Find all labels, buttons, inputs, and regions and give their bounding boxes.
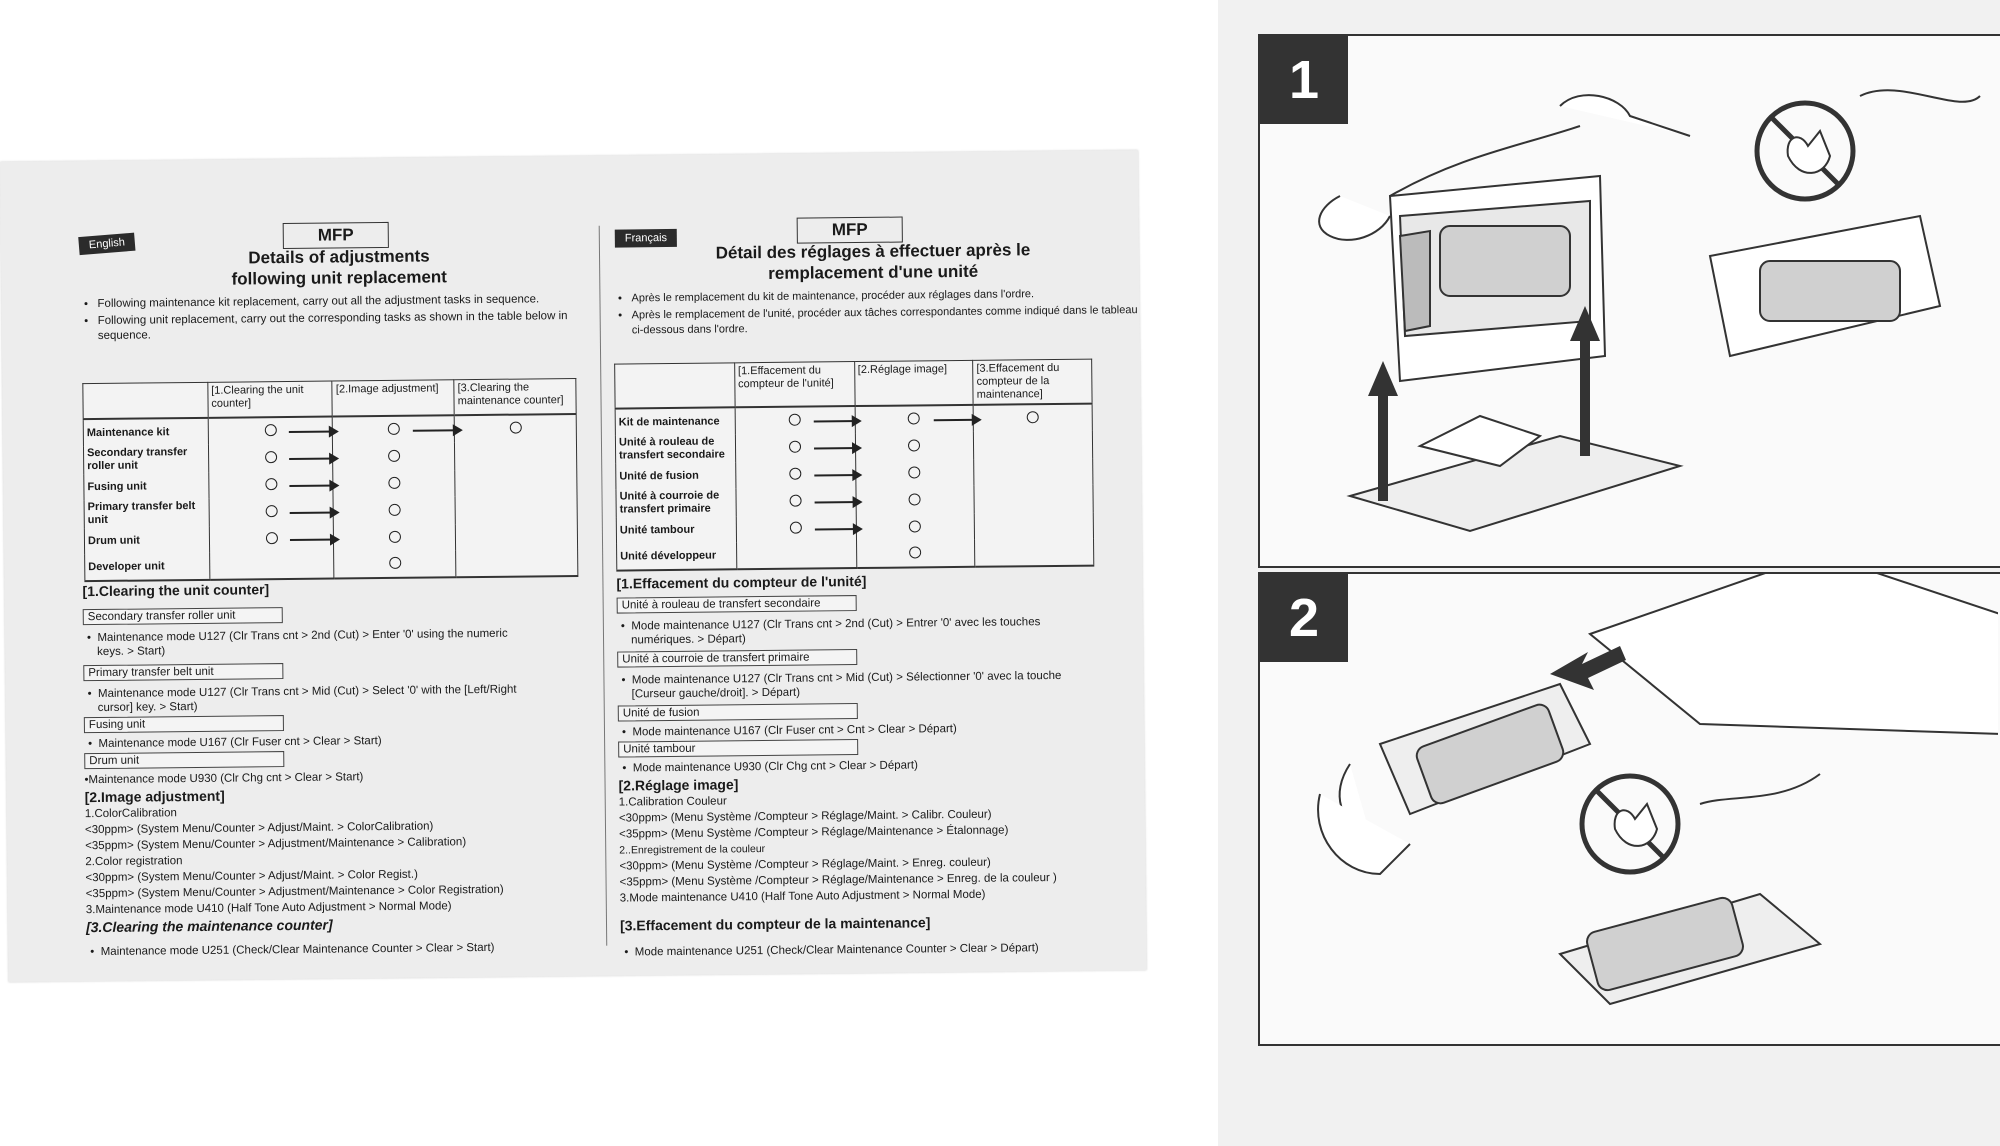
title-line-2: following unit replacement xyxy=(231,267,447,289)
check-circle-icon xyxy=(265,505,277,517)
image-adjust-line: 3.Maintenance mode U410 (Half Tone Auto Adjustment > Normal Mode) xyxy=(85,900,452,917)
step-1-illustration xyxy=(1260,36,1998,562)
check-circle-icon xyxy=(789,441,801,453)
arrow-right-icon xyxy=(815,528,861,530)
arrow-right-icon xyxy=(814,501,860,503)
step-text: Maintenance mode U127 (Clr Trans cnt > Mid (Cut) > Select '0' with the [Left/Right xyxy=(97,683,517,701)
image-adjust-line: <35ppm> (Menu Système /Compteur > Réglage/Maintenance > Étalonnage) xyxy=(619,824,1009,841)
adjustment-table xyxy=(614,359,1094,572)
image-adjust-line: 2.Color registration xyxy=(85,855,183,869)
unit-box: Drum unit xyxy=(84,751,284,769)
image-adjust-line: <35ppm> (System Menu/Counter > Adjustment/Maintenance > Color Registration) xyxy=(85,883,504,901)
check-circle-icon xyxy=(388,504,400,516)
arrow-right-icon xyxy=(289,511,337,514)
mfp-label: MFP xyxy=(283,222,389,249)
section-heading-2: [2.Image adjustment] xyxy=(84,787,225,806)
check-circle-icon xyxy=(909,546,921,558)
row-label: Drum unit xyxy=(84,527,209,554)
check-circle-icon xyxy=(790,495,802,507)
step-text: Mode maintenance U930 (Clr Chg cnt > Clear > Départ) xyxy=(632,759,918,775)
table-header: [3.Clearing the maintenance counter] xyxy=(454,378,576,415)
row-label: Maintenance kit xyxy=(83,418,208,446)
image-adjust-line: 2..Enregistrement de la couleur xyxy=(619,843,766,857)
table-header: [1.Effacement du compteur de l'unité] xyxy=(734,362,854,408)
step-2-panel xyxy=(1258,572,2000,1046)
arrow-right-icon xyxy=(814,420,860,422)
image-adjust-line: 1.Calibration Couleur xyxy=(618,795,727,809)
french-column xyxy=(612,150,1138,959)
illustration-sheet xyxy=(1218,0,2000,1146)
step-text: Mode maintenance U127 (Clr Trans cnt > Mid (Cut) > Sélectionner '0' avec la touche xyxy=(631,669,1062,687)
row-label: Unité de fusion xyxy=(616,462,736,489)
image-adjust-line: <30ppm> (Menu Système /Compteur > Réglage/Maint. > Enreg. couleur) xyxy=(619,856,991,873)
table-header: [1.Clearing the unit counter] xyxy=(208,381,333,418)
image-adjust-line: <35ppm> (System Menu/Counter > Adjustment/Maintenance > Calibration) xyxy=(85,836,467,853)
check-circle-icon xyxy=(388,450,400,462)
page-title xyxy=(613,238,1133,285)
step-line: keys. > Start) xyxy=(97,645,166,659)
check-circle-icon xyxy=(389,557,401,569)
check-circle-icon xyxy=(1027,411,1039,423)
check-circle-icon xyxy=(265,478,277,490)
step-number: 2 xyxy=(1260,574,1348,662)
step-text: Mode maintenance U167 (Clr Fuser cnt > Cnt > Clear > Départ) xyxy=(632,723,957,739)
row-label: Unité à rouleau de transfert secondaire xyxy=(615,434,735,463)
row-label: Unité développeur xyxy=(617,542,737,570)
step-line: • Mode maintenance U127 (Clr Trans cnt > 2nd (Cut) > Entrer '0' avec les touches xyxy=(620,616,1041,633)
check-circle-icon xyxy=(909,466,921,478)
section-heading-1: [1.Clearing the unit counter] xyxy=(82,581,270,600)
row-label: Unité tambour xyxy=(616,516,736,543)
arrow-right-icon xyxy=(814,474,860,476)
table-corner-cell xyxy=(615,363,735,409)
check-circle-icon xyxy=(908,412,920,424)
table-row xyxy=(617,539,1094,571)
title-line-1: Détail des réglages à effectuer après le xyxy=(715,240,1031,263)
language-badge: Français xyxy=(615,229,677,248)
row-label: Kit de maintenance xyxy=(615,407,735,435)
section-heading-3: [3.Effacement du compteur de la maintenance] xyxy=(619,914,931,934)
language-badge: English xyxy=(78,233,135,255)
arrow-right-icon xyxy=(289,484,337,487)
check-circle-icon xyxy=(909,493,921,505)
check-circle-icon xyxy=(908,439,920,451)
step-number: 1 xyxy=(1260,36,1348,124)
unit-box: Primary transfer belt unit xyxy=(83,663,283,681)
step-line: • Maintenance mode U127 (Clr Trans cnt > Mid (Cut) > Select '0' with the [Left/Right xyxy=(87,683,517,701)
bullet-item: • Following unit replacement, carry out the corresponding tasks as shown in the table below in sequence. xyxy=(98,308,608,344)
check-circle-icon xyxy=(389,531,401,543)
table-header: [2.Réglage image] xyxy=(854,360,973,406)
step-line: • Mode maintenance U930 (Clr Chg cnt > Clear > Départ) xyxy=(622,759,918,775)
table-header: [2.Image adjustment] xyxy=(332,380,454,417)
table-header: [3.Effacement du compteur de la maintenance] xyxy=(973,359,1092,405)
image-adjust-line: <35ppm> (Menu Système /Compteur > Réglage/Maintenance > Enreg. de la couleur ) xyxy=(619,871,1057,889)
arrow-right-icon xyxy=(289,430,337,433)
step-2-illustration xyxy=(1260,574,1998,1040)
instruction-sheet xyxy=(0,150,1147,982)
title-line-1: Details of adjustments xyxy=(248,246,430,268)
bullet-item: • Following maintenance kit replacement, carry out all the adjustment tasks in sequence. xyxy=(97,292,607,313)
step-line: • Mode maintenance U251 (Check/Clear Maintenance Counter > Clear > Départ) xyxy=(624,942,1039,959)
check-circle-icon xyxy=(266,532,278,544)
image-adjust-line: <30ppm> (Menu Système /Compteur > Réglage/Maint. > Calibr. Couleur) xyxy=(618,808,992,825)
step-text: Maintenance mode U127 (Clr Trans cnt > 2nd (Cut) > Enter '0' using the numeric xyxy=(97,627,508,645)
table-corner-cell xyxy=(83,382,208,419)
step-line: • Maintenance mode U167 (Clr Fuser cnt > Clear > Start) xyxy=(88,735,382,751)
row-label: Primary transfer belt unit xyxy=(84,499,209,528)
section-heading-3: [3.Clearing the maintenance counter] xyxy=(85,916,333,936)
intro-bullets xyxy=(79,292,607,346)
step-line: [Curseur gauche/droit]. > Départ) xyxy=(631,686,801,701)
step-line: •Maintenance mode U930 (Clr Chg cnt > Clear > Start) xyxy=(84,771,364,787)
adjustment-table xyxy=(82,378,578,582)
arrow-right-icon xyxy=(933,419,979,421)
step-text: Maintenance mode U251 (Check/Clear Maintenance Counter > Clear > Start) xyxy=(100,941,495,958)
title-line-2: remplacement d'une unité xyxy=(768,261,979,283)
check-circle-icon xyxy=(909,520,921,532)
check-circle-icon xyxy=(264,424,276,436)
english-column xyxy=(78,156,598,959)
step-text: Mode maintenance U251 (Check/Clear Maintenance Counter > Clear > Départ) xyxy=(634,942,1039,959)
check-circle-icon xyxy=(388,423,400,435)
arrow-right-icon xyxy=(290,538,338,541)
step-line: cursor] key. > Start) xyxy=(97,700,198,715)
page-title xyxy=(79,244,599,291)
image-adjust-line: 1.ColorCalibration xyxy=(84,807,177,821)
check-circle-icon xyxy=(265,451,277,463)
check-circle-icon xyxy=(509,422,521,434)
step-line: • Mode maintenance U167 (Clr Fuser cnt > Cnt > Clear > Départ) xyxy=(621,723,957,739)
image-adjust-line: <30ppm> (System Menu/Counter > Adjust/Maint. > Color Regist.) xyxy=(85,868,418,885)
bullet-item: • Après le remplacement de l'unité, procéder aux tâches correspondantes comme indiqué dans le tableau ci-dessous dans l'ordre. xyxy=(632,303,1142,339)
check-circle-icon xyxy=(790,522,802,534)
unit-box: Unité de fusion xyxy=(618,703,858,722)
bullet-item: • Après le remplacement du kit de maintenance, procéder aux réglages dans l'ordre. xyxy=(631,286,1141,307)
row-label: Fusing unit xyxy=(84,473,209,500)
step-line: numériques. > Départ) xyxy=(630,633,746,647)
row-label: Secondary transfer roller unit xyxy=(83,445,208,474)
table-row xyxy=(85,549,578,581)
row-label: Developer unit xyxy=(85,553,210,581)
unit-box: Unité à rouleau de transfert secondaire xyxy=(617,595,857,614)
section-heading-1: [1.Effacement du compteur de l'unité] xyxy=(616,572,867,592)
step-line: • Maintenance mode U251 (Check/Clear Maintenance Counter > Clear > Start) xyxy=(90,941,495,959)
row-label: Unité à courroie de transfert primaire xyxy=(616,488,736,517)
unit-box: Unité tambour xyxy=(618,739,858,758)
step-text: Maintenance mode U167 (Clr Fuser cnt > Clear > Start) xyxy=(98,735,382,750)
arrow-right-icon xyxy=(814,447,860,449)
image-adjust-line: 3.Mode maintenance U410 (Half Tone Auto Adjustment > Normal Mode) xyxy=(619,888,986,905)
check-circle-icon xyxy=(789,468,801,480)
arrow-right-icon xyxy=(289,457,337,460)
step-text: Mode maintenance U127 (Clr Trans cnt > 2nd (Cut) > Entrer '0' avec les touches xyxy=(631,616,1041,633)
step-line: • Mode maintenance U127 (Clr Trans cnt > Mid (Cut) > Sélectionner '0' avec la touche xyxy=(621,669,1062,687)
image-adjust-line: <30ppm> (System Menu/Counter > Adjust/Maint. > ColorCalibration) xyxy=(84,820,434,837)
step-line: • Maintenance mode U127 (Clr Trans cnt > 2nd (Cut) > Enter '0' using the numeric xyxy=(86,627,508,645)
unit-box: Unité à courroie de transfert primaire xyxy=(617,649,857,668)
section-heading-2: [2.Réglage image] xyxy=(618,776,739,794)
mfp-label: MFP xyxy=(797,217,903,244)
unit-box: Fusing unit xyxy=(84,715,284,733)
check-circle-icon xyxy=(789,414,801,426)
step-1-panel xyxy=(1258,34,2000,568)
check-circle-icon xyxy=(388,477,400,489)
intro-bullets xyxy=(613,286,1141,340)
unit-box: Secondary transfer roller unit xyxy=(83,607,283,625)
